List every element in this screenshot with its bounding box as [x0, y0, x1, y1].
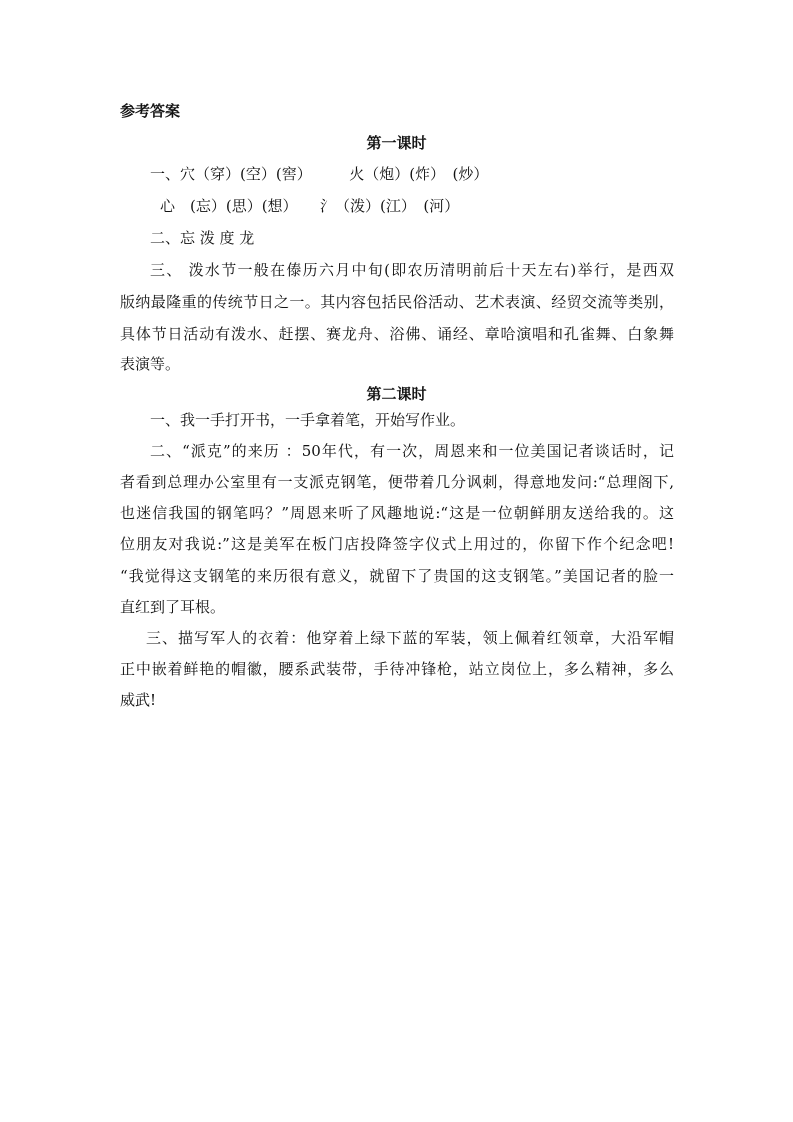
answer-3-line-1: 三、 泼水节一般在傣历六月中旬(即农历清明前后十天左右)举行，是西双: [150, 261, 674, 279]
section-title-lesson-2: 第二课时: [366, 385, 427, 403]
lesson-2-answer-2-line-6: 直红到了耳根。: [120, 598, 226, 616]
lesson-2-answer-2-line-2: 者看到总理办公室里有一支派克钢笔，便带着几分讽刺，得意地发问:“总理阁下,: [120, 473, 674, 491]
lesson-2-answer-2-line-3: 也迷信我国的钢笔吗？”周恩来听了风趣地说:“这是一位朝鲜朋友送给我的。这: [120, 504, 674, 522]
lesson-2-answer-3-line-2: 正中嵌着鲜艳的帽徽，腰系武装带，手待冲锋枪，站立岗位上，多么精神，多么: [120, 660, 674, 678]
answer-3-line-3: 具体节日活动有泼水、赶摆、赛龙舟、浴佛、诵经、章哈演唱和孔雀舞、白象舞: [120, 325, 674, 343]
answer-3-line-4: 表演等。: [120, 355, 181, 373]
lesson-2-answer-2-line-1: 二、“派克”的来历 ：50年代，有一次，周恩来和一位美国记者谈话时，记: [150, 442, 674, 460]
lesson-2-answer-2-line-4: 位朋友对我说:”这是美军在板门店投降签字仪式上用过的，你留下作个纪念吧!: [120, 535, 674, 553]
lesson-2-answer-3-line-1: 三、描写军人的衣着：他穿着上绿下蓝的军装，领上佩着红领章，大沿军帽: [146, 629, 674, 647]
lesson-2-answer-3-line-3: 威武!: [120, 691, 157, 709]
answer-2: 二、忘 泼 度 龙: [150, 229, 255, 247]
answer-3-line-2: 版纳最隆重的传统节日之一。其内容包括民俗活动、艺术表演、经贸交流等类别，: [120, 293, 674, 311]
lesson-2-answer-1: 一、我一手打开书，一手拿着笔，开始写作业。: [150, 411, 466, 429]
answer-1-line-1: 一、穴（穿）(空）(窖） 火（炮）(炸） (炒）: [150, 165, 489, 183]
answer-heading: 参考答案: [120, 102, 181, 120]
answer-1-line-2: 心 (忘）(思）(想） 氵（泼）(江） (河）: [160, 197, 460, 215]
lesson-2-answer-2-line-5: “我觉得这支钢笔的来历很有意义，就留下了贵国的这支钢笔。”美国记者的脸一: [120, 567, 674, 585]
section-title-lesson-1: 第一课时: [366, 134, 427, 152]
